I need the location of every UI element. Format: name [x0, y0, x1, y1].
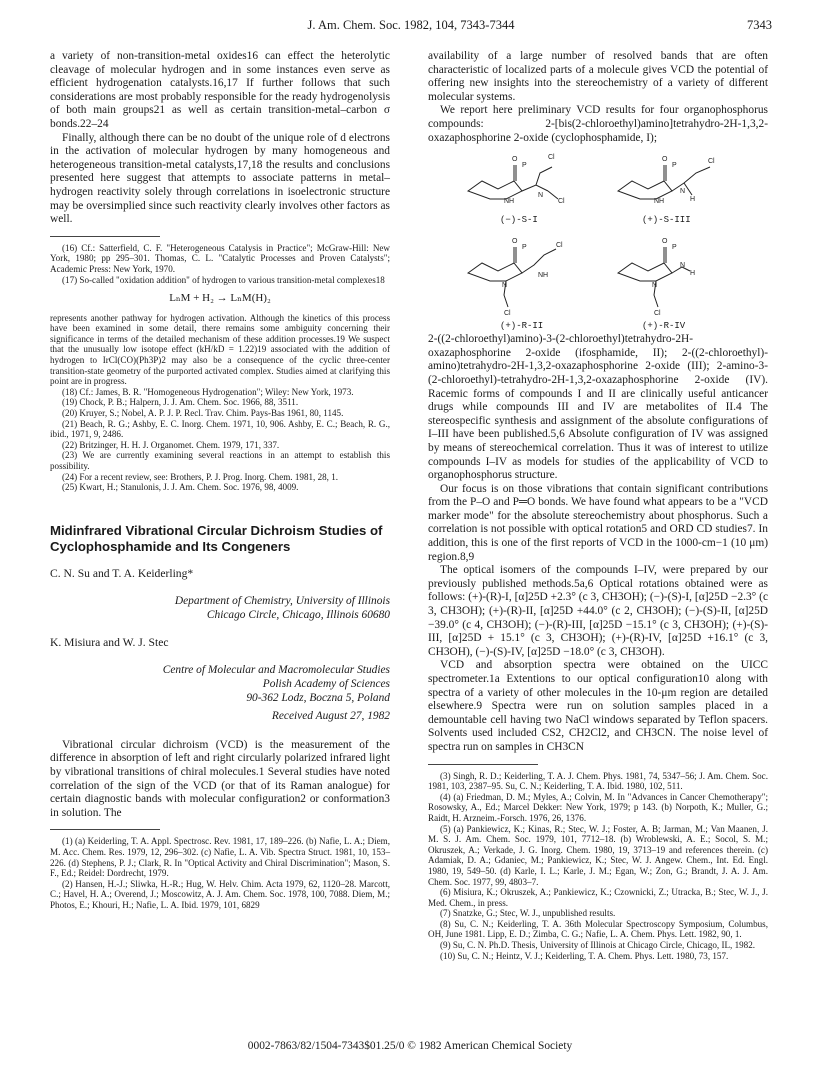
paragraph: Vibrational circular dichroism (VCD) is the measurement of the difference in absorption of left and right circularly polarized infrared light by vibrational transitions of chiral molecules.1 Several studies have noted correlation of the sign of the VCD (or that of its Raman analogue) for certain diagnostic bands with molecular configuration2 or conformation3 in solution. The	[50, 738, 390, 819]
left-column	[50, 50, 390, 911]
footnote: (21) Beach, R. G.; Ashby, E. C. Inorg. Chem. 1971, 10, 906. Ashby, E. C.; Beach, R. G., ibid., 1971, 9, 2486.	[50, 418, 390, 440]
structure-label: (+)-S-III	[642, 215, 691, 226]
footnotes	[428, 771, 768, 962]
svg-text:O: O	[512, 238, 518, 246]
svg-text:Cl: Cl	[556, 242, 563, 250]
svg-text:O: O	[512, 156, 518, 164]
footnote: (4) (a) Friedman, D. M.; Myles, A.; Colvin, M. In "Advances in Cancer Chemotherapy"; Rosowsky, A., Ed.; Marcel Dekker: New York, 1979; p 143. (b) Norpoth, K.; Muller, G.; Raidt, H. Arzneim.-Forsch. 1976, 26, 1376.	[428, 791, 768, 823]
svg-text:N: N	[680, 262, 686, 270]
structure-label: (+)-R-IV	[642, 321, 686, 332]
article-title: Midinfrared Vibrational Circular Dichroism Studies of Cyclophosphamide and Its Congeners	[50, 522, 383, 554]
svg-text:N: N	[652, 282, 658, 290]
paragraph: 2-((2-chloroethyl)amino)-3-(2-chloroethyl)tetrahydro-2H-oxazaphosphorine 2-oxide (ifosphamide, II); 2-((2-chloroethyl)-amino)tetrahydro-2H-1,3,2-oxazaphosphorine 2-oxide (III); 2-amino-3-(2-chloroethyl)-tetrahydro-2H-1,3,2-oxazaphosphorine 2-oxide (IV). Racemic forms of compounds I and II are clinically useful anticancer drugs while compounds III and IV are metabolites of II.4 The stereospecific synthesis and assignment of the absolute configurations of I–III have been published.5,6 Absolute configuration of IV was assigned by means of stereochemical correlation. Thus it was of interest to utilize compounds I–IV as models for studies of the applicability of VCD to organophosphorus structure.	[428, 333, 768, 482]
footnote-continuation: represents another pathway for hydrogen activation. Although the kinetics of this process have been examined in some detail, there remains some ambiguity concerning their significance in terms of the detailed mechanism of these addition processes.19 We suspect that the unusually low isotope effect (kH/kD = 1.22)19 associated with the addition of hydrogen to IrCl(CO)(Ph3P)2 may also be a consequence of the cyclic three-center transition-state geometry of the purported activated complex. Studies aimed at clarifying this point are in progress.	[50, 312, 390, 387]
svg-text:N: N	[538, 192, 544, 200]
chemical-structures	[428, 145, 768, 333]
footnote: (6) Misiura, K.; Okruszek, A.; Pankiewicz, K.; Czownicki, Z.; Utracka, B.; Stec, W. J., J. Med. Chem., in press.	[428, 887, 768, 908]
right-column	[428, 50, 768, 961]
footnote: (25) Kwart, H.; Stanulonis, J. J. Am. Chem. Soc. 1976, 98, 4009.	[62, 482, 299, 493]
svg-text:Cl: Cl	[548, 154, 555, 162]
structure-s-iii	[618, 165, 710, 199]
footnote: (1) (a) Keiderling, T. A. Appl. Spectrosc. Rev. 1981, 17, 189–226. (b) Nafie, L. A.; Diem, M. Acc. Chem. Res. 1979, 12, 296–302. (c) Nafie, L. A. Vib. Spectra Struct. 1981, 10, 153–226. (d) Stephens, P. J.; Clark, R. In "Optical Activity and Chiral Discrimination"; Mason, S. F., Ed.; Reidel: Dordrecht, 1979.	[50, 836, 390, 879]
footnote-divider	[50, 236, 160, 237]
svg-text:Cl: Cl	[708, 158, 715, 166]
svg-text:P: P	[672, 162, 677, 170]
svg-text:P: P	[522, 162, 527, 170]
structure-label: (−)-S-I	[500, 215, 538, 226]
running-header	[50, 18, 772, 38]
paragraph: Finally, although there can be no doubt of the unique role of d electrons in the activation of molecular hydrogen by many homogeneous and heterogeneous transition-metal catalysts,17,18 the results and conclusions presented here suggest that attempts to associate patterns in metal–hydrogen reactivity solely through correlations in isoelectronic structure may be oversimplied since such reactivity clearly involves other factors as well.	[50, 131, 390, 226]
affiliation-line: Centre of Molecular and Macromolecular Studies	[162, 663, 390, 676]
svg-text:N: N	[502, 282, 508, 290]
equation: LₙM + H₂ → LₙM(H)₂	[169, 292, 271, 305]
page-number: 7343	[747, 18, 772, 32]
svg-text:Cl: Cl	[558, 198, 565, 206]
footnote: (2) Hansen, H.-J.; Sliwka, H.-R.; Hug, W. Helv. Chim. Acta 1979, 62, 1120–28. Marcott, C.; Havel, H. A.; Overend, J.; Moscowitz, A. J. Am. Chem. Soc. 1978, 100, 7088. Diem, M.; Photos, E.; Khouri, H.; Nafie, L. A. Ibid. 1979, 101, 6829	[50, 878, 390, 910]
structure-s-i	[468, 165, 558, 199]
copyright-footer: 0002-7863/82/1504-7343$01.25/0 © 1982 American Chemical Society	[247, 1040, 573, 1052]
authors-group-2: K. Misiura and W. J. Stec	[50, 635, 169, 649]
svg-text:O: O	[662, 156, 668, 164]
footnote: (16) Cf.: Satterfield, C. F. "Heterogeneous Catalysis in Practice"; McGraw-Hill: New York, 1980; pp 295–301. Thomas, C. L. "Catalytic Processes and Proven Catalysts"; Academic Press: New York, 1970.	[50, 242, 390, 274]
paragraph: a variety of non-transition-metal oxides16 can effect the heterolytic cleavage of molecular hydrogen and in some instances even serve as efficient hydrogenation catalysts.16,17 If further follows that such considerations are most probably responsible for the ready hydrogenolysis of both main groups21 as well as certain transition-metal–carbon σ bonds.22–24	[50, 50, 390, 130]
footnote: (3) Singh, R. D.; Keiderling, T. A. J. Chem. Phys. 1981, 74, 5347–56; J. Am. Chem. Soc. 1981, 103, 2387–95. Su, C. N.; Keiderling, T. A. Ibid. 1980, 102, 511.	[428, 770, 768, 792]
footnote: (10) Su, C. N.; Heintz, V. J.; Keiderling, T. A. Chem. Phys. Lett. 1980, 73, 157.	[440, 950, 729, 961]
svg-text:P: P	[672, 244, 677, 252]
paragraph: Our focus is on those vibrations that contain significant contributions from the P–O and P═O bonds. We have found what appears to be a "VCD marker mode" for the absolute stereochemistry about phosphorus. Such a correlation is not possible with optical rotation5 and ORD CD studies7. In addition, this is one of the first reports of VCD in the 1000-cm−1 (10 μm) region.8,9	[428, 482, 768, 563]
footnote: (24) For a recent review, see: Brothers, P. J. Prog. Inorg. Chem. 1981, 28, 1.	[62, 471, 339, 482]
svg-text:Cl: Cl	[654, 310, 661, 318]
footnote-divider	[428, 764, 538, 765]
structure-label: (+)-R-II	[500, 321, 544, 332]
svg-text:NH: NH	[538, 272, 549, 280]
structure-r-iv	[618, 247, 690, 307]
received-date: Received August 27, 1982	[271, 709, 390, 722]
footnotes-previous-article	[50, 243, 390, 493]
footnote: (18) Cf.: James, B. R. "Homogeneous Hydrogenation"; Wiley: New York, 1973.	[62, 386, 354, 397]
footnote: (7) Snatzke, G.; Stec, W. J., unpublished results.	[440, 908, 616, 919]
svg-text:Cl: Cl	[504, 310, 511, 318]
paragraph: VCD and absorption spectra were obtained on the UICC spectrometer.1a Extentions to our optical configuration10 along with spectra of a variety of other molecules in the 10-μm region are detailed elsewhere.9 Spectra were run on solution samples placed in a demountable cell having two NaCl windows separated by Teflon spacers. Solvents used included CS2, CH2Cl2, and CH3CN. The noise level of spectra run on samples in CH3CN	[428, 659, 768, 753]
paragraph: We report here preliminary VCD results for four organophosphorus compounds: 2-[bis(2-chloroethyl)amino]tetrahydro-2H-1,3,2-oxazaphosphorine 2-oxide (cyclophosphamide, I);	[428, 104, 768, 144]
paragraph: The optical isomers of the compounds I–IV, were prepared by our previously published methods.5a,6 Optical rotations obtained were as follows: (+)-(R)-I, [α]25D +2.3° (c 3, CH3OH); (−)-(S)-I, [α]25D −2.3° (c 3, CH3OH); (+)-(R)-II, [α]25D +44.0° (c 2, CH3OH); (−)-(S)-II, [α]25D −39.0° (c 4, CH3OH); (−)-(R)-III, [α]25D −15.1° (c 3, CH3OH); (+)-(S)-III, [α]25D + 15.1° (c 3, CH3OH); (+)-(R)-IV, [α]25D +16.1° (c 3, CH3OH), (−)-(S)-IV, [α]25D −18.0° (c 3, CH3OH).	[428, 564, 768, 658]
footnote: (5) (a) Pankiewicz, K.; Kinas, R.; Stec, W. J.; Foster, A. B; Jarman, M.; Van Maanen, J. M. S. J. Am. Chem. Soc. 1979, 101, 7712–18. (b) Wroblewski, A. E.; Socol, S. M.; Okruszek, A.; Verkade, J. G. Inorg. Chem. 1980, 19, 3713–19 and references therein. (c) Adamiak, D. A.; Gdaniec, M.; Pankiewicz, K.; Stec, W. J. Angew. Chem., Int. Ed. Engl. 1980, 19, 549–50. (d) Karle, I. L.; Karle, J. M.; Egan, W.; Zon, G.; Brandt, J. A. J. Am. Chem. Soc. 1977, 99, 4803–7.	[428, 823, 768, 887]
footnote-divider	[50, 829, 160, 830]
structure-figure	[428, 145, 768, 333]
footnote: (23) We are currently examining several reactions in an attempt to establish this possibility.	[50, 450, 390, 471]
footnote: (20) Kruyer, S.; Nobel, A. P. J. P. Recl. Trav. Chim. Pays-Bas 1961, 80, 1145.	[62, 408, 344, 419]
affiliation-line: Chicago Circle, Chicago, Illinois 60680	[206, 608, 390, 621]
svg-text:H: H	[690, 270, 696, 278]
svg-text:H: H	[690, 196, 696, 204]
footnote: (9) Su, C. N. Ph.D. Thesis, University of Illinois at Chicago Circle, Chicago, IL, 1982.	[440, 940, 756, 951]
journal-citation: J. Am. Chem. Soc. 1982, 104, 7343-7344	[307, 18, 515, 32]
footnote: (19) Chock, P. B.; Halpern, J. J. Am. Chem. Soc. 1966, 88, 3511.	[62, 397, 299, 408]
affiliation-line: Department of Chemistry, University of Illinois	[174, 594, 390, 607]
authors-group-1: C. N. Su and T. A. Keiderling*	[50, 566, 194, 580]
footnote: (22) Britzinger, H. H. J. Organomet. Chem. 1979, 171, 337.	[62, 439, 280, 450]
svg-text:NH: NH	[504, 198, 515, 206]
paragraph: availability of a large number of resolved bands that are often characteristic of localized parts of a molecule gives VCD the potential of offering new insights into the stereochemistry of a variety of different molecular systems.	[428, 50, 768, 103]
svg-text:O: O	[662, 238, 668, 246]
svg-text:NH: NH	[654, 198, 665, 206]
affiliation-line: Polish Academy of Sciences	[262, 677, 390, 690]
affiliation-line: 90-362 Lodz, Boczna 5, Poland	[246, 691, 390, 704]
footnotes	[50, 836, 390, 910]
svg-text:P: P	[522, 244, 527, 252]
footnote: (17) So-called "oxidation addition" of hydrogen to various transition-metal complexes18	[62, 274, 385, 285]
footnote: (8) Su, C. N.; Keiderling, T. A. 36th Molecular Spectroscopy Symposium, Columbus, OH, June 1981. Lipp, E. D.; Zimba, C. G.; Nafie, L. A. Chem. Phys. Lett. 1982, 90, 1.	[428, 918, 768, 940]
svg-text:N: N	[680, 188, 686, 196]
